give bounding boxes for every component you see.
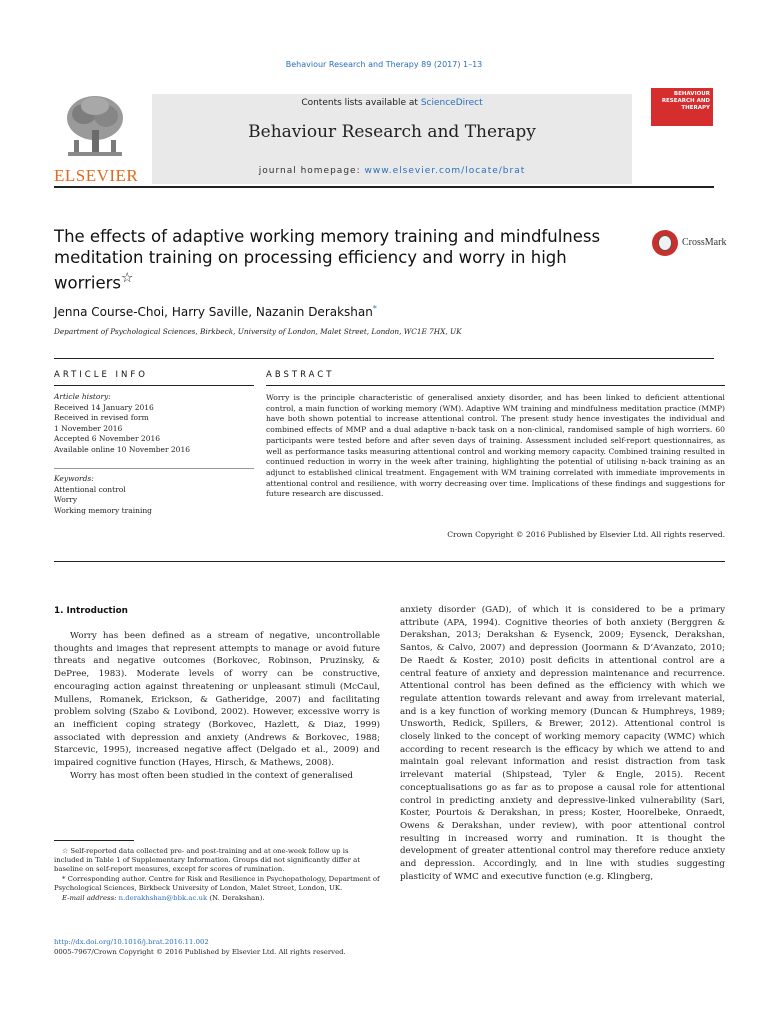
footnote-rule — [54, 840, 134, 841]
intro-paragraph: Worry has most often been studied in the context of generalised — [70, 770, 353, 781]
journal-citation[interactable]: Behaviour Research and Therapy 89 (2017) 1–13 — [285, 60, 483, 69]
footnote-email — [54, 894, 380, 903]
history-item: Received 14 January 2016 — [54, 402, 154, 412]
journal-cover-lower — [651, 126, 713, 182]
issn-line: 0005-7967/Crown Copyright © 2016 Published by Elsevier Ltd. All rights reserved. — [54, 947, 346, 956]
introduction-heading: 1. Introduction — [54, 606, 128, 616]
homepage-line — [152, 166, 632, 176]
article-history — [54, 392, 254, 455]
cover-title: BEHAVIOUR RESEARCH AND THERAPY — [661, 91, 710, 111]
right-column — [400, 604, 725, 883]
corresponding-author-mark[interactable]: * — [372, 304, 377, 313]
article-info-rule — [54, 385, 254, 386]
keyword-item: Working memory training — [54, 505, 152, 515]
crossmark-label: CrossMark — [682, 237, 727, 248]
history-item: Accepted 6 November 2016 — [54, 434, 161, 443]
masthead-rule — [54, 186, 714, 188]
header-divider — [54, 358, 714, 359]
sciencedirect-link[interactable]: ScienceDirect — [420, 98, 483, 108]
masthead-box — [152, 94, 632, 184]
history-label: Article history: — [54, 392, 111, 401]
intro-paragraph: Worry has been defined as a stream of negative, uncontrollable thoughts and images that represent attempts to manage or avoid future threats and negative outcomes (Borkovec, Robinson, Pruzinsky, & DePree, 1983). Moderate levels of worry can be constructive, encouraging action against threatening or unpleasant stimuli (McCaul, Mullens, Romanek, Erickson, & Gatheridge, 2007) and facilitating problem solving (Szabo & Lovibond, 2002). However, excessive worry is an inefficient coping strategy (Borkovec, Hazlett, & Diaz, 1999) associated with depression and anxiety (Andrews & Borkovec, 1988; Starcevic, 1995), increased negative affect (Delgado et al., 2009) and impaired cognitive function (Hayes, Hirsch, & Mathews, 2008). — [54, 631, 380, 769]
footnote-corresponding: * Corresponding author. Centre for Risk and Resilience in Psychopathology, Department of Psychological Sciences, Birkbeck University of London, Malet Street, London, UK. — [54, 875, 380, 892]
masthead — [54, 88, 714, 184]
homepage-link[interactable]: www.elsevier.com/locate/brat — [364, 166, 526, 176]
keywords-block — [54, 474, 254, 516]
abstract-text: Worry is the principle characteristic of generalised anxiety disorder, and has been linked to deficient attentional control, a main function of working memory (WM). Adaptive WM training and mindfulness meditation practice (MMP) have both shown potential to increase attentional control. The present study hence investigates the individual and combined effects of MMP and a dual adaptive n-back task on a non-clinical, randomised sample of high worriers. 60 participants were tested before and after seven days of training. Assessment included self-report questionnaires, as well as performance tasks measuring attentional control and working memory capacity. Combined training resulted in continued reduction in worry in the week after training, highlighting the potential of utilising n-back training as an adjunct to established clinical treatment. Engagement with WM training correlated with immediate improvements in attentional control and resilience, with worry decreasing over time. Implications of these findings and suggestions for future research are discussed. — [266, 393, 725, 499]
affiliation: Department of Psychological Sciences, Birkbeck, University of London, Malet Street, London, WC1E 7HX, UK — [54, 327, 462, 336]
keyword-item: Worry — [54, 495, 78, 504]
crossmark-icon — [652, 230, 678, 256]
title-footnote-mark[interactable]: ☆ — [120, 270, 134, 286]
intro-paragraph: anxiety disorder (GAD), of which it is considered to be a primary attribute (APA, 1994). Cognitive theories of both anxiety (Berggren & Derakshan, 2013; Derakshan & Eysenck, 2009; Eysenck, Derakshan, Santos, & Calvo, 2007) and depression (Joormann & D’Avanzato, 2010; De Raedt & Koster, 2010) posit deficits in attentional control are a central feature of anxiety and depression maintenance and recurrence. Attentional control has been defined as the efficiency with which we regulate attention towards relevant and away from irrelevant material, and is a key function of working memory (Duncan & Humphreys, 1989; Unsworth, Redick, Spillers, & Brewer, 2012). Attentional control is closely linked to the concept of working memory capacity (WMC) which according to recent research is the efficacy by which we attend to and maintain goal relevant information and resist distraction from task irrelevant material (Shipstead, Tyler & Engle, 2015). Recent conceptualisations go as far as to propose a causal role for attentional control in predicting anxiety and depressive-linked vulnerability (Sari, Koster, Pourtois & Derakshan, in press; Koster, Hoorelbeke, Onraedt, Owens & Derakshan, under review), with poor attentional control resulting in increased worry and rumination. It is thought the development of greater attentional control may therefore reduce anxiety and depression. Accordingly, and in line with studies suggesting plasticity of WMC and executive function (e.g. Klingberg, — [400, 605, 725, 882]
keyword-item: Attentional control — [54, 484, 126, 494]
email-suffix: (N. Derakshan). — [207, 894, 265, 902]
email-link[interactable]: n.derakhshan@bbk.ac.uk — [118, 894, 208, 902]
abstract-heading: ABSTRACT — [266, 370, 335, 380]
journal-cover[interactable] — [651, 88, 713, 126]
email-label: E-mail address: — [62, 894, 119, 902]
article-title — [54, 226, 614, 294]
elsevier-tree-icon — [62, 92, 128, 162]
article-info-heading: ARTICLE INFO — [54, 370, 148, 380]
crossmark-badge[interactable] — [652, 230, 728, 258]
elsevier-wordmark: ELSEVIER — [54, 166, 139, 185]
abstract-rule — [266, 385, 725, 386]
doi-link[interactable]: http://dx.doi.org/10.1016/j.brat.2016.11.002 — [54, 938, 209, 946]
contents-line — [152, 98, 632, 108]
history-item: Received in revised form — [54, 413, 149, 422]
journal-title: Behaviour Research and Therapy — [248, 122, 536, 142]
abstract-bottom-rule — [54, 561, 725, 562]
footnotes — [54, 847, 380, 904]
doi-block — [54, 938, 454, 957]
history-item: 1 November 2016 — [54, 423, 123, 433]
article-title-text: The effects of adaptive working memory training and mindfulness meditation training on processing efficiency and worry in high worriers — [54, 227, 601, 293]
authors-text: Jenna Course-Choi, Harry Saville, Nazanin Derakshan — [54, 305, 373, 319]
publisher-logo[interactable] — [54, 92, 139, 185]
crossmark-inner-icon — [658, 235, 672, 251]
history-item: Available online 10 November 2016 — [54, 444, 190, 454]
left-column — [54, 630, 380, 782]
author-list — [54, 304, 377, 319]
abstract-copyright: Crown Copyright © 2016 Published by Elsevier Ltd. All rights reserved. — [447, 530, 725, 539]
contents-prefix: Contents lists available at — [301, 98, 421, 108]
keywords-rule — [54, 468, 254, 469]
footnote-star: ☆ Self-reported data collected pre- and post-training and at one-week follow up is included in Table 1 of Supplementary Information. Groups did not significantly differ at baseline on self-report measures, except for scores of rumination. — [54, 847, 360, 873]
homepage-prefix: journal homepage: — [258, 166, 365, 176]
keywords-label: Keywords: — [54, 474, 94, 483]
